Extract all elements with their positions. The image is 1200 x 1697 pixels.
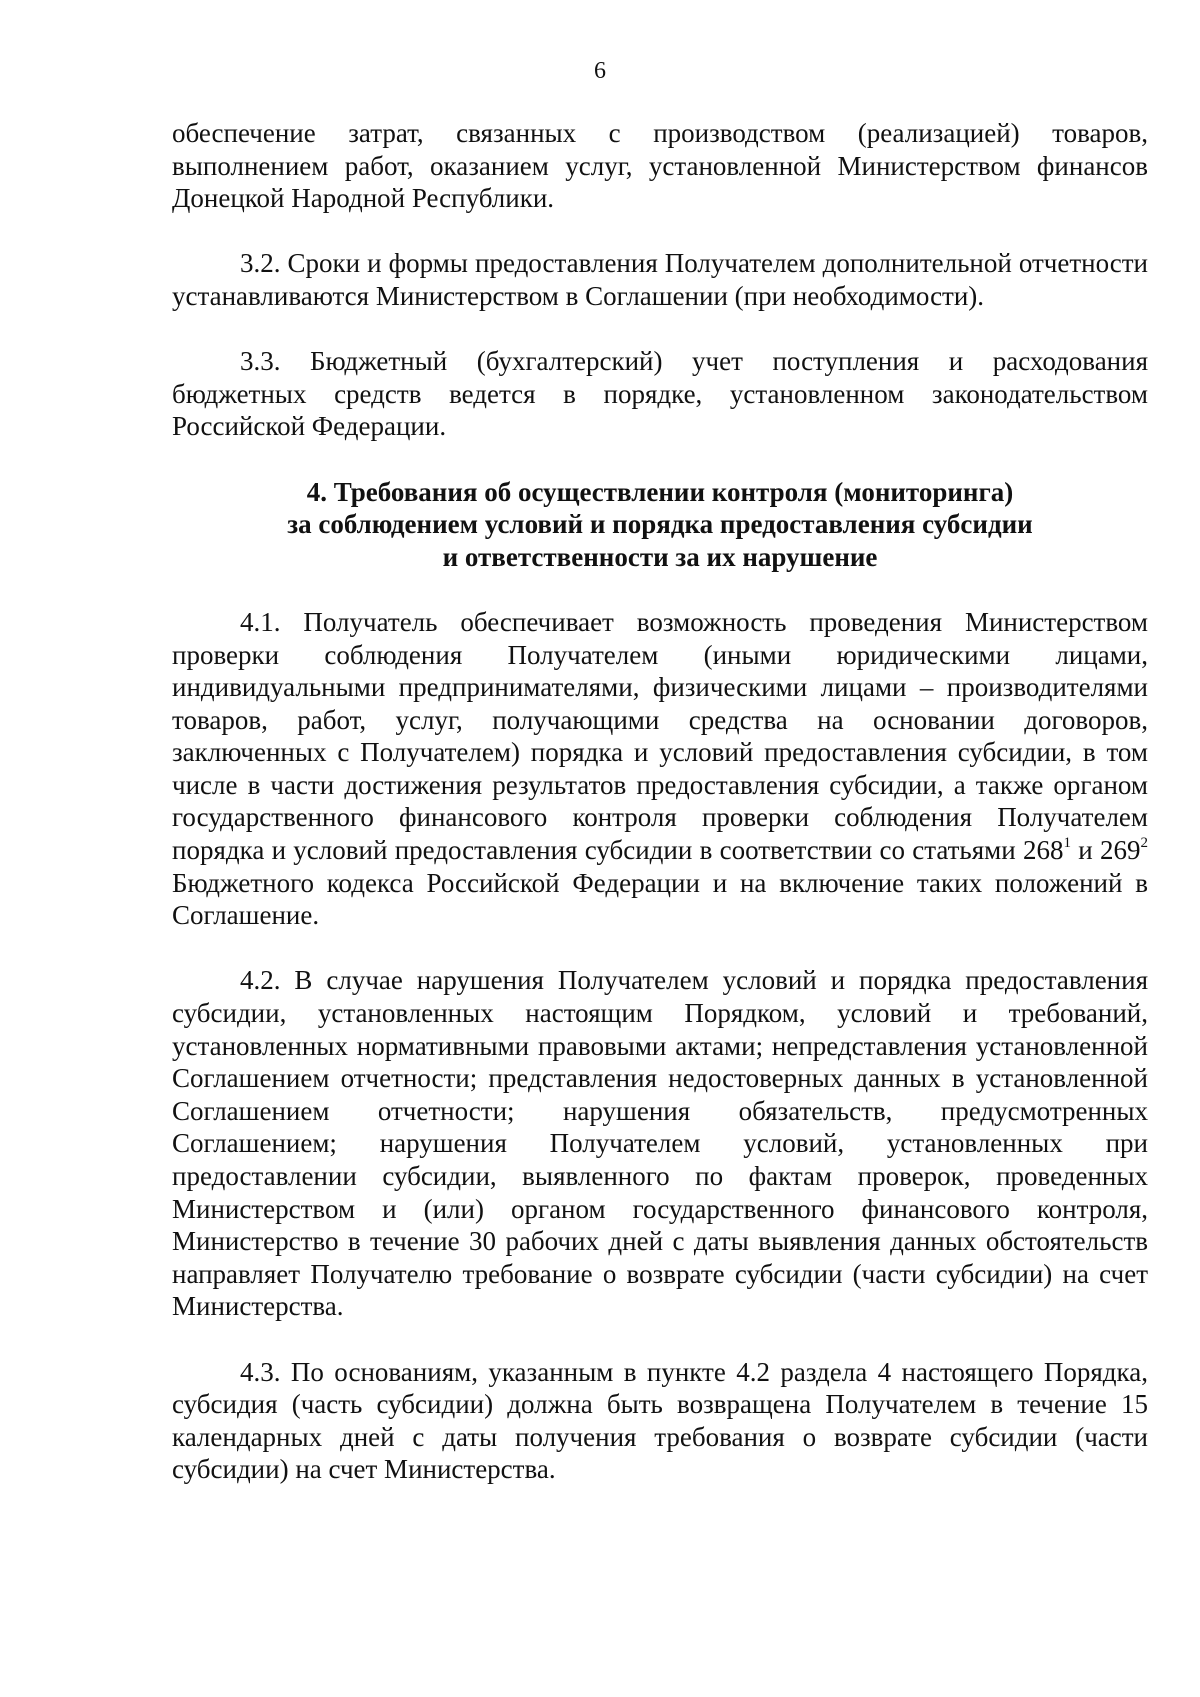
paragraph-4-1-text: 4.1. Получатель обеспечивает возможность проведения Министерством проверки соблюдения Получателем (иными юридическими лицами, индивидуальными предпринимателями, физическими лицами – производителями товаров, работ, услуг, получающими средства на основании договоров, заключенных с Получателем) порядка и условий предоставления субсидии, в том числе в части достижения результатов предоставления субсидии, а также органом государственного финансового контроля проверки соблюдения Получателем порядка и условий предоставления субсидии в соответствии со статьями <box>172 606 1148 866</box>
section-4-heading <box>172 476 1148 574</box>
paragraph-3-3: 3.3. Бюджетный (бухгалтерский) учет поступления и расходования бюджетных средств ведется в порядке, установленном законодательством Российской Федерации. <box>172 346 1148 442</box>
superscript-2: 2 <box>1140 835 1148 852</box>
paragraph-gap <box>172 215 1148 248</box>
paragraph-gap <box>172 573 1148 606</box>
paragraph-gap <box>172 932 1148 965</box>
article-number-269: 269 <box>1100 835 1141 866</box>
paragraph-gap <box>172 443 1148 476</box>
paragraph-gap <box>172 1323 1148 1356</box>
paragraph-4-3: 4.3. По основаниям, указанным в пункте 4.2 раздела 4 настоящего Порядка, субсидия (часть субсидии) должна быть возвращена Получателем в течение 15 календарных дней с даты получения требования о возврате субсидии (части субсидии) на счет Министерства. <box>172 1356 1148 1485</box>
heading-line-2: за соблюдением условий и порядка предоставления субсидии <box>287 509 1033 540</box>
paragraph-4-1 <box>172 606 1148 932</box>
heading-line-3: и ответственности за их нарушение <box>442 541 878 572</box>
paragraph-4-1-text-end: Бюджетного кодекса Российской Федерации и на включение таких положений в Соглашение. <box>172 867 1148 931</box>
superscript-1: 1 <box>1063 835 1071 852</box>
conjunction-and: и <box>1070 835 1100 866</box>
page-number: 6 <box>594 58 606 84</box>
paragraph-continuation: обеспечение затрат, связанных с производством (реализацией) товаров, выполнением работ, оказанием услуг, установленной Министерством финансов Донецкой Народной Республики. <box>172 118 1148 214</box>
paragraph-4-2: 4.2. В случае нарушения Получателем условий и порядка предоставления субсидии, установленных настоящим Порядком, условий и требований, установленных нормативными правовыми актами; непредставления установленной Соглашением отчетности; представления недостоверных данных в установленной Соглашением отчетности; нарушения обязательств, предусмотренных Соглашением; нарушения Получателем условий, установленных при предоставлении субсидии, выявленного по фактам проверок, проведенных Министерством и (или) органом государственного финансового контроля, Министерство в течение 30 рабочих дней с даты выявления данных обстоятельств направляет Получателю требование о возврате субсидии (части субсидии) на счет Министерства. <box>172 965 1148 1322</box>
article-number-268: 268 <box>1022 835 1064 866</box>
document-body <box>172 117 1148 1486</box>
heading-line-1: 4. Требования об осуществлении контроля (мониторинга) <box>306 476 1014 507</box>
paragraph-gap <box>172 313 1148 346</box>
paragraph-3-2: 3.2. Сроки и формы предоставления Получателем дополнительной отчетности устанавливаются Министерством в Соглашении (при необходимости). <box>172 248 1148 311</box>
